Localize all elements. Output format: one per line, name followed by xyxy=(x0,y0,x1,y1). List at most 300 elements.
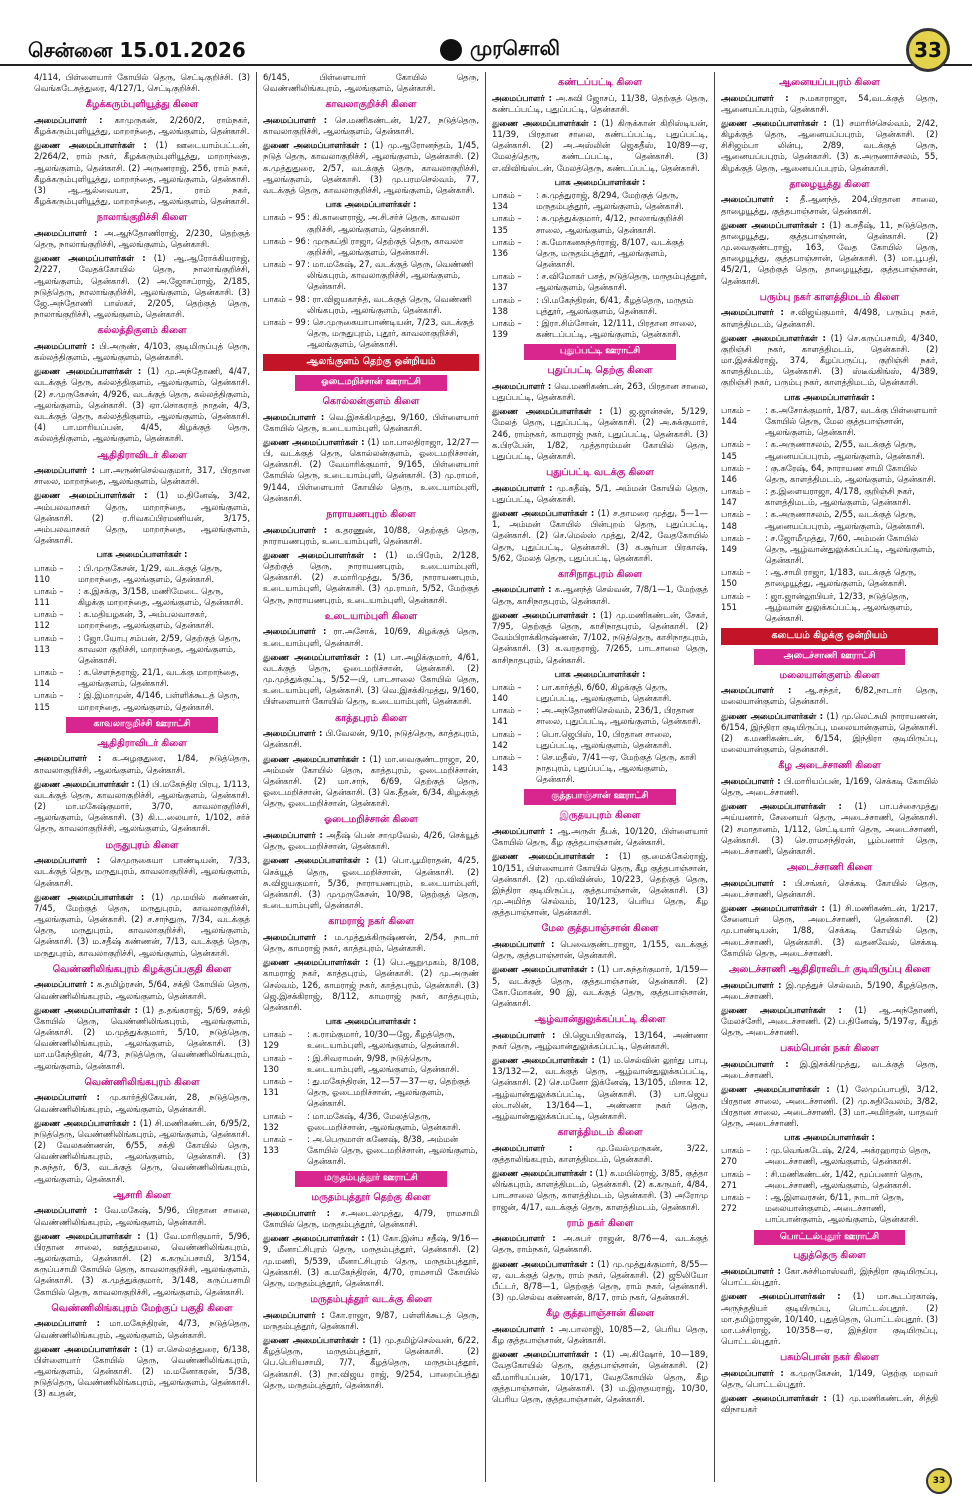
person-details: பி.மாரியப்பன், 1/169, செக்கடி கோயில் தெரு, அடைச்சாணி. xyxy=(721,775,938,798)
booth-row xyxy=(34,667,250,689)
office-bearer-entry xyxy=(492,584,708,606)
person-details: பா.அருண்செல்வகுமார், 317, பிரதான சாலை, மாறாந்தை, ஆலங்குளம், தென்காசி. xyxy=(34,465,250,487)
role-label: அமைப்பாளர் : xyxy=(721,92,789,103)
office-bearer-entry xyxy=(721,307,938,329)
role-label: துணை அமைப்பாளர்கள் : xyxy=(34,1117,137,1128)
role-label: துணை அமைப்பாளர்கள் : xyxy=(492,609,596,620)
branch-heading: ஓடைமறிச்சான் கிளை xyxy=(324,814,418,826)
person-details: (1) மா.கூடப்ரகாஷ், அருந்ததியர் குடியிருப்பு, பொட்டல்புதூர். (2) மா.தமிழ்ராஜன், 10/140, புதுத்தெரு, பொட்டல்புதூர். (3) மா.பச்சிராஜ், 10/358—ஏ, இந்திரா குடியிருப்பு, பொட்டல்புதூர். xyxy=(721,1291,938,1347)
booth-number: பாகம் – 99 xyxy=(263,316,306,327)
branch-heading: மருதுபுரம் கிளை xyxy=(105,839,179,851)
booth-number: பாகம் – 147 xyxy=(721,486,751,508)
booth-person: : முருகப்தி ராஜா, தெற்குத் தெரு, காவலா குறிச்சி, ஆலங்குளம், தென்காசி. xyxy=(307,235,464,257)
role-label: அமைப்பாளர் : xyxy=(721,307,784,318)
booth-row xyxy=(263,1076,479,1110)
role-label: துணை அமைப்பாளர்கள் : xyxy=(721,1004,842,1015)
branch-heading: ஆசாரி கிளை xyxy=(113,1189,171,1201)
office-bearer-entry xyxy=(34,1205,250,1227)
office-bearer-entry xyxy=(263,1310,479,1332)
person-details: பி.சங்கர், செக்கடி கோயில் தெரு, அடைச்சாணி, தென்காசி. xyxy=(721,877,938,899)
person-details: (1) மா.பாலதிராஜா, 12/27—பி, வடக்குத் தெரு, கொல்லன்குளம், ஓடைமறிச்சான், தென்காசி. (2) வேமாரிக்குமார், 9/165, பிள்ளையார் கோயில் தெரு, உடையாம்புளி, தென்காசி. (3) மு.ராமர், 9/144, பிள்ளையார் கோயில் தெரு, உடையாம்புளி, தென்காசி. xyxy=(263,436,480,503)
office-bearer-entry xyxy=(34,753,250,775)
role-label: துணை அமைப்பாளர்கள் : xyxy=(492,117,597,128)
booth-section-title: பாக அமைப்பாளர்கள் : xyxy=(554,176,646,187)
person-details: ம.முத்துக்கிருஷ்ணன், 2/54, நாடார் தெரு, காமராஜ் நகர், காத்தபுரம், தென்காசி. xyxy=(263,931,479,954)
role-label: அமைப்பாளர் : xyxy=(721,775,781,786)
branch-heading: வெண்ணிலிங்கபுரம் மேற்குப் பகுதி கிளை xyxy=(51,1302,233,1314)
person-details: க.அழகுதுரை, 1/84, நடுத்தெரு, காவலாகுறிச்சி, ஆலங்குளம், தென்காசி. xyxy=(34,753,250,775)
booth-row xyxy=(34,690,250,712)
office-bearer-entry xyxy=(492,381,708,403)
role-label: அமைப்பாளர் : xyxy=(492,1233,556,1244)
office-bearer-entry xyxy=(263,626,479,648)
office-bearer-entry xyxy=(34,253,250,320)
office-bearer-entry xyxy=(721,1368,938,1390)
person-details: கோ.ராஜா, 9/87, பள்ளிக்கூடத் தெரு, மருதம்புத்தூர், தென்காசி. xyxy=(263,1309,479,1331)
office-bearer-entry xyxy=(263,550,479,606)
role-label: துணை அமைப்பாளர்கள் : xyxy=(34,366,142,377)
person-details: காமுருகன், 2/260/2, ராம்நகர், கீழக்கரும்புளியூத்து, மாறாந்தை, ஆலங்குளம், தென்காசி. xyxy=(34,114,250,137)
panchayat-banner: காவலாகுறிச்சி ஊராட்சி xyxy=(66,717,217,733)
person-details: (1) சி.மணிகண்டன், 1/217, சேனையர் தெரு, அடைச்சாணி, தென்காசி. (2) மு.பாண்டியன், 1/88, செக்கடி கோயில் தெரு, அடைச்சாணி, தென்காசி. (3) வதனவேல், செக்கடி கோயில் தெரு, அடைச்சாணி. xyxy=(721,903,938,958)
role-label: அமைப்பாளர் : xyxy=(34,855,101,866)
role-label: துணை அமைப்பாளர்கள் : xyxy=(721,117,827,128)
booth-row xyxy=(721,533,938,567)
branch-heading: ஆதிதிராவிடர் கிளை xyxy=(97,737,187,749)
person-details: செமுருகையா பாண்டியன், 7/33, வடக்குத் தெரு, மருதுபுரம், காவலாகுறிச்சி, ஆலங்குளம், தென்காசி. xyxy=(34,855,250,888)
masthead xyxy=(0,0,972,66)
booth-person: : க.அருணாசலம், 2/55, வடக்குத் தெரு, ஆனையப்பபுரம், ஆலங்குளம், தென்காசி. xyxy=(765,509,925,531)
booth-person: : இரா.சிம்சோன், 12/111, பிரதான சாலை, கண்டப்பட்டி, ஆலங்குளம், தென்காசி. xyxy=(536,317,697,340)
branch-heading: ராம் நகர் கிளை xyxy=(566,1217,634,1229)
booth-number: பாகம் – 137 xyxy=(492,271,522,293)
booth-person: : து.மகேந்திரன், 12—57—37—ஏ, தெற்குத் தெரு, ஓடைமறிச்சான், ஆலங்குளம், தென்காசி. xyxy=(307,1076,470,1109)
booth-row xyxy=(263,236,479,258)
person-details: (1) பா.அழிக்குமார், 4/61, வடக்குத் தெரு, ஓடைமறிச்சான், தென்காசி. (2) மு.முத்துக்குட்டி, 5/52—பி, பாடசாலை கோயில் தெரு, உடையாம்புளி, தென்காசி. (3) வெ.இசக்கிமுத்து, 9/160, பிள்ளையார் கோயில் தெரு, உடையாம்புளி, தென்காசி. xyxy=(263,651,480,707)
person-details: (1) ம.பிரேம், 2/128, தெற்குத் தெரு, நாராயணபுரம், உடையாம்புளி, தென்காசி. (2) ச.மாரிமுத்து, 5/36, நாராயணபுரம், உடையாம்புளி, தென்காசி. (3) மு.ராமர், 5/52, மேற்குத் தெரு, நாராயணபுரம், உடையாம்புளி, தென்காசி. xyxy=(263,549,480,605)
role-label: அமைப்பாளர் : xyxy=(721,1266,781,1277)
office-bearer-entry xyxy=(492,1055,708,1122)
booth-person: : பா.கார்த்தி, 6/60, கிழக்குத் தெரு, புதுப்பட்டி, ஆலங்குளம், தென்காசி. xyxy=(536,681,672,704)
city-date: சென்னை 15.01.2026 xyxy=(28,38,246,62)
office-bearer-entry xyxy=(34,1318,250,1340)
booth-row xyxy=(263,317,479,351)
person-details: (1) வே.மாரிகுமார், 5/96, பிரதான சாலை, ஊத்துமலை, வெண்ணிலிங்கபுரம், ஆலங்குளம், தென்காசி. (2) க.கருப்பசாமி, 3/154, கருப்பசாமி கோயில் தெரு, காவலாகுறிச்சி, ஆலங்குளம், தென்காசி. (3) க.முத்துக்குமார், 3/148, கருப்பசாமி கோயில் தெரு, காவலாகுறிச்சி, ஆலங்குளம், தென்காசி. xyxy=(34,1230,251,1297)
office-bearer-entry xyxy=(492,93,708,115)
office-bearer-entry xyxy=(721,776,938,798)
booth-number: பாகம் – 111 xyxy=(34,585,64,608)
role-label: துணை அமைப்பாளர்கள் : xyxy=(263,855,370,866)
role-label: அமைப்பாளர் : xyxy=(492,1029,556,1040)
role-label: அமைப்பாளர் : xyxy=(492,380,552,391)
booth-number: பாகம் – 136 xyxy=(492,236,522,258)
booth-row xyxy=(492,729,708,751)
person-details: செ.மணிகண்டன், 1/27, நடுத்தெரு, காவலாகுறிச்சி, ஆலங்குளம், தென்காசி. xyxy=(263,114,479,137)
booth-row xyxy=(34,586,250,608)
role-label: துணை அமைப்பாளர்கள் : xyxy=(721,1084,830,1095)
page-number-badge: 33 xyxy=(906,28,950,72)
office-bearer-entry xyxy=(34,892,250,959)
booth-number: பாகம் – 148 xyxy=(721,509,751,531)
office-bearer-entry xyxy=(492,939,708,961)
booth-row xyxy=(34,609,250,631)
booth-row xyxy=(721,509,938,531)
office-bearer-entry xyxy=(34,228,250,250)
role-label: துணை அமைப்பாளர்கள் : xyxy=(721,1291,841,1302)
booth-person: : ஜா.ஜான்லூபியர், 12/33, நடுத்தெரு, ஆழ்வான் துலுக்கப்பட்டி, ஆலங்குளம், தென்காசி. xyxy=(765,590,913,623)
footer-page-number: 33 xyxy=(926,1468,952,1494)
booth-person: : செ.மதீஸ், 7/41—ஏ, மேற்குத் தெரு, காசி நாதபுரம், புதுப்பட்டி, ஆலங்குளம், தென்காசி. xyxy=(536,751,697,785)
union-banner: கடையம் கிழக்கு ஒன்றியம் xyxy=(721,628,938,645)
booth-person: : க.மதியழகன், 3, அம்பலவாசகர், மாறாந்தை, ஆலங்குளம், தென்காசி. xyxy=(78,609,215,631)
branch-heading: கீழ குத்தபாஞ்சான் கிளை xyxy=(545,1308,655,1320)
booth-person: : அ.அந்தோணிசெல்வம், 236/1, பிரதான சாலை, புதுப்பட்டி, ஆலங்குளம், தென்காசி. xyxy=(536,705,701,727)
booth-row xyxy=(721,1145,938,1167)
office-bearer-entry xyxy=(34,140,250,207)
role-label: துணை அமைப்பாளர்கள் : xyxy=(34,891,145,902)
branch-heading: பசும்பொன் நகர் கிளை xyxy=(780,1043,879,1055)
office-bearer-entry xyxy=(721,1266,938,1288)
booth-row xyxy=(263,1134,479,1168)
panchayat-banner: அடைச்சாணி ஊராட்சி xyxy=(754,649,906,665)
person-details: (1) மு.அந்தோணி, 4/47, வடக்குத் தெரு, கல்லத்திகுளம், ஆலங்குளம், தென்காசி. (2) ச.முருகேசன், 4/926, வடக்குத் தெரு, கல்லத்திகுளம், ஆலங்குளம், தென்காசி. (3) ஏா.சொகராத் நாதன், 4/3, வடக்குத் தெரு, கல்லத்திகுளம், ஆலங்குளம், தென்காசி. (4) பா.மாரியப்பன், 4/45, கிழக்குத் தெரு, கல்லத்திகுளம், ஆலங்குளம், தென்காசி. xyxy=(34,366,250,444)
booth-person: : பி.முருகேசன், 1/29, வடக்குத் தெரு, மாறாந்தை, ஆலங்குளம், தென்காசி. xyxy=(78,562,223,584)
role-label: துணை அமைப்பாளர்கள் : xyxy=(263,651,369,662)
office-bearer-entry xyxy=(492,483,708,505)
booth-number: பாகம் – 142 xyxy=(492,728,522,750)
booth-number: பாகம் – 138 xyxy=(492,294,522,316)
booth-person: : மா.மகேஷ், 27, வடக்குத் தெரு, வெண்ணி லிங்கபுரம், காவலாகுறிச்சி, ஆலங்குளம், தென்காசி. xyxy=(307,259,474,292)
booth-row xyxy=(492,237,708,271)
role-label: அமைப்பாளர் : xyxy=(492,1142,573,1153)
office-bearer-entry xyxy=(34,1005,250,1072)
office-bearer-entry xyxy=(721,93,938,115)
role-label: அமைப்பாளர் : xyxy=(492,939,555,949)
booth-person: : க.செளந்தராஜ், 21/1, வடக்கு மாறாந்தை, ஆலங்குளம், தென்காசி. xyxy=(78,667,239,689)
booth-person: : அ.பெருமாள் கணேஷ், 8/38, அம்மன் கோயில் தெரு, ஓடைமறிச்சான், ஆலங்குளம், தென்காசி. xyxy=(307,1133,478,1167)
booth-number: பாகம் – 110 xyxy=(34,562,64,584)
office-bearer-entry xyxy=(492,1259,708,1304)
office-bearer-entry xyxy=(721,333,938,389)
role-label: துணை அமைப்பாளர்கள் : xyxy=(34,490,148,501)
booth-number: பாகம் – 130 xyxy=(263,1052,293,1074)
person-details: ச.அடைலமுத்து, 4/79, ராமசாமி கோயில் தெரு, மருதம்புத்தூர், தென்காசி. xyxy=(263,1207,480,1230)
booth-person: : பி.மகேந்திரன், 6/41, கீழத்தெரு, மருதம் புத்தூர், ஆலங்குளம், தென்காசி. xyxy=(536,294,694,316)
role-label: அமைப்பாளர் : xyxy=(721,685,792,696)
person-details: (1) பொ.பூமிராதன், 4/25, செக்யூத் தெரு, ஓடைமறிச்சான், தென்காசி. (2) சு.விஜயகுமார், 5/36, நாராயணபுரம், உடையாம்புளி, தென்காசி. (3) முமுருகேசன், 10/98, தெற்குத் தெரு, உடையாம்புளி, தென்காசி. xyxy=(263,855,480,911)
continued-text: 4/114, பிள்ளையார் கோயில் தெரு, செட்டிகுறிச்சி. (3) வெங்கடேசுத்துரை, 4/127/1, செட்டிகுறிச்சி. xyxy=(34,72,250,94)
booth-person: : மா.மகேஷ், 4/36, மேலத்தெரு, ஓடைமறிச்சான், ஆலங்குளம், தென்காசி. xyxy=(307,1110,461,1132)
role-label: துணை அமைப்பாளர்கள் : xyxy=(263,140,368,151)
person-details: (1) மு.மயில் கண்ணன், 7/45, மேற்குத் தெரு, மருதுபுரம், காவலாகுறிச்சி, ஆலங்குளம், தென்காசி. (2) ச.சாந்துரு, 7/34, வடக்குத் தெரு, மருதுபுரம், காவலாகுறிச்சி, ஆலங்குளம், தென்காசி. (3) ம.சதீஷ் கண்ணன், 7/13, வடக்குத் தெரு, மருதுபுரம், காவலாகுறிச்சி, ஆலங்குளம், தென்காசி. xyxy=(34,891,250,958)
role-label: துணை அமைப்பாளர்கள் : xyxy=(492,851,609,862)
role-label: துணை அமைப்பாளர்கள் : xyxy=(492,1055,595,1065)
role-label: துணை அமைப்பாளர்கள் : xyxy=(263,1335,366,1346)
booth-row xyxy=(492,295,708,317)
office-bearer-entry xyxy=(721,878,938,900)
booth-person: : க.மோகனசுந்தர்ராஜ், 8/107, வடக்குத் தெரு, மருதம்புத்தூர், ஆலங்குளம், தென்காசி. xyxy=(536,236,685,270)
role-label: துணை அமைப்பாளர்கள் : xyxy=(263,1233,365,1244)
booth-number: பாகம் – 134 xyxy=(492,190,522,212)
branch-heading: மேல குத்தபாஞ்சான் கிளை xyxy=(541,923,659,935)
person-details: (1) க.மயில்ராஜ், 3/85, குத்தா லிங்கபுரம், காளத்திமடம், தென்காசி. (2) க.கருமர், 4/84, பாடசாலை தெரு, காளத்திமடம், தென்காசி. (3) அரோமு ராஜன், 4/17, வடக்குத் தெரு, காளத்திமடம், தென்காசி. xyxy=(492,1168,709,1212)
person-details: (1) கிருக்கான் கிறிஸ்டியன், 11/39, பிரதான சாலை, கண்டப்பட்டி, புதுப்பட்டி, தென்காசி. (2) அ.அஸ்லின் ஜெகதீஸ், 10/89—ஏ, மேலத்தெரு, கண்டப்பட்டி, தென்காசி. (3) எ.விவிங்ஸ்டன், மேலத்தெரு, கண்டப்பட்டி, தென்காசி. xyxy=(492,117,708,173)
person-details: அதீஷ் பென் சாமுவேல், 4/26, செக்யூத் தெரு, ஓடைமறிச்சான், தென்காசி. xyxy=(263,830,479,852)
role-label: துணை அமைப்பாளர்கள் : xyxy=(492,1258,595,1269)
branch-heading: கண்டப்பட்டி கிளை xyxy=(558,77,642,88)
person-details: தீ.ஆனந்த், 204,பிரதான சாலை, தாழையூத்து, குத்தபாஞ்சான், தென்காசி. xyxy=(721,194,939,216)
booth-section-title: பாக அமைப்பாளர்கள் : xyxy=(554,668,646,679)
office-bearer-entry xyxy=(492,1168,708,1213)
booth-number: பாகம் – 272 xyxy=(721,1192,751,1214)
person-details: க.முருகேசன், 1/149, தெற்கு மறவர் தெரு, பொட்டல்புதூர். xyxy=(721,1367,938,1390)
branch-heading: தாழையூத்து கிளை xyxy=(789,178,870,190)
office-bearer-entry xyxy=(721,194,938,216)
role-label: அமைப்பாளர் : xyxy=(263,524,328,535)
office-bearer-entry xyxy=(492,826,708,848)
office-bearer-entry xyxy=(34,115,250,137)
office-bearer-entry xyxy=(263,830,479,852)
booth-number: பாகம் – 145 xyxy=(721,439,751,461)
role-label: துணை அமைப்பாளர்கள் : xyxy=(34,253,146,264)
panchayat-banner: பொட்டல்புதூர் ஊராட்சி xyxy=(754,1230,906,1246)
role-label: துணை அமைப்பாளர்கள் : xyxy=(492,1168,593,1178)
office-bearer-entry xyxy=(263,1233,479,1289)
office-bearer-entry xyxy=(263,957,479,1013)
booth-person: : இ.சிவராமன், 9/98, நடுத்தெரு, உடையாம்புளி, ஆலங்குளம், தென்காசி. xyxy=(307,1052,460,1074)
booth-number: பாகம் – 150 xyxy=(721,567,751,589)
booth-person: : ச.விமோகர் பசத், நடுத்தெரு, மருதம்புத்தூர், ஆலங்குளம், தென்காசி. xyxy=(536,271,708,293)
office-bearer-entry xyxy=(263,412,479,434)
booth-section-title: பாக அமைப்பாளர்கள் : xyxy=(784,391,875,402)
office-bearer-entry xyxy=(721,1084,938,1129)
office-bearer-entry xyxy=(34,490,250,546)
panchayat-banner: ஓடைமறிச்சான் ஊராட்சி xyxy=(295,375,446,391)
person-details: (1) கு.மைக்கேல்ராஜ், 10/151, பிள்ளையார் கோயில் தெரு, கீழ குத்தபாஞ்சான், தென்காசி. (2) மு.விவின்ஸ், 10/223, தெற்குத் தெரு, இந்திரா குடியிருப்பு, குத்தபாஞ்சான், தென்காசி. (3) மு.அமிர்த செல்வம், 10/123, பெரிய தெரு, கீழ குத்தபாஞ்சான், தென்காசி. xyxy=(492,851,708,918)
office-bearer-entry xyxy=(263,932,479,954)
column-1 xyxy=(28,72,257,1482)
role-label: அமைப்பாளர் : xyxy=(492,826,554,836)
booth-person: : கி.காளைராஜ், அ.சி.சர்ச் தெரு, காவலா குறிச்சி, ஆலங்குளம், தென்காசி. xyxy=(307,212,460,234)
role-label: அமைப்பாளர் : xyxy=(34,227,98,238)
person-details: ரா.அசோக், 10/69, கிழக்குத் தெரு, உடையாம்புளி, தென்காசி. xyxy=(263,626,480,648)
office-bearer-entry xyxy=(721,1291,938,1347)
person-details: அ.பாலாஜி, 10/85—2, பெரிய தெரு, கீழ குத்தபாஞ்சான், தென்காசி. xyxy=(492,1323,708,1346)
role-label: அமைப்பாளர் : xyxy=(34,340,95,351)
booth-number: பாகம் – 271 xyxy=(721,1168,751,1190)
role-label: அமைப்பாளர் : xyxy=(263,931,328,942)
role-label: அமைப்பாளர் : xyxy=(263,114,328,125)
person-details: (1) ஆ.ஆரோக்கியராஜ், 2/227, வேதக்கோயில் தெரு, நாலாங்குறிச்சி, ஆலங்குளம், தென்காசி. (2) அ.ஜோசப்ராஜ், 2/185, நடுத்தெரு, நாலாங்குறிச்சி, ஆலங்குளம், தென்காசி. (3) ஜே.அந்தோணி பாஸ்கர், 2/205, தெற்குத் தெரு, நாலாங்குறிச்சி, ஆலங்குளம், தென்காசி. xyxy=(34,253,250,320)
role-label: அமைப்பாளர் : xyxy=(492,92,553,103)
booth-number: பாகம் – 115 xyxy=(34,690,64,712)
role-label: துணை அமைப்பாளர்கள் : xyxy=(721,801,842,812)
role-label: அமைப்பாளர் : xyxy=(492,1323,554,1334)
role-label: அமைப்பாளர் : xyxy=(721,194,789,205)
person-details: (1) மா.வைகுண்டராஜா, 20, அம்மன் கோயில் தெரு, காத்தபுரம், ஓடைமறிச்சான், தென்காசி. (2) மா.சாந், 6/69, தெற்குத் தெரு, ஓடைமறிச்சான், தென்காசி. (3) கெ.தீதன், 6/34, கிழக்குத் தெரு, ஓடைமறிச்சான், தென்காசி. xyxy=(263,753,479,809)
role-label: துணை அமைப்பாளர்கள் : xyxy=(492,1349,598,1360)
booth-number: பாகம் – 133 xyxy=(263,1133,293,1156)
role-label: துணை அமைப்பாளர்கள் : xyxy=(492,964,595,975)
office-bearer-entry xyxy=(34,465,250,487)
office-bearer-entry xyxy=(34,366,250,444)
role-label: அமைப்பாளர் : xyxy=(34,979,94,990)
office-bearer-entry xyxy=(721,1393,938,1415)
office-bearer-entry xyxy=(34,1118,250,1185)
booth-row xyxy=(721,567,938,589)
booth-number: பாகம் – 139 xyxy=(492,317,522,340)
newspaper-logo xyxy=(440,36,560,63)
person-details: பெவைகுண்டராஜா, 1/155, வடக்குத் தெரு, குத்தபாஞ்சான், தென்காசி. xyxy=(492,939,709,961)
booth-person: : ச.ஜோமீமுத்து, 7/60, அம்மன் கோயில் தெரு, ஆழ்வான்துலுக்கப்பட்டி, ஆலங்குளம், தென்காசி. xyxy=(765,532,935,566)
booth-row xyxy=(721,486,938,508)
booth-number: பாகம் – 95 xyxy=(263,212,306,223)
person-details: அ.சுவி ஜோசப், 11/38, தெற்குத் தெரு, கண்டப்பட்டி, புதுப்பட்டி, தென்காசி. xyxy=(492,92,708,114)
office-bearer-entry xyxy=(492,964,708,1009)
office-bearer-entry xyxy=(721,903,938,959)
booth-person: : க.அசோக்குமார், 1/87, வடக்கு பிள்ளையார் கோயில் தெரு, மேல குத்தபாஞ்சான், ஆலங்குளம், தென்காசி. xyxy=(765,404,938,438)
branch-heading: வெண்ணிலிங்கபுரம் கிளை xyxy=(84,1076,200,1088)
booth-person: : ஆ.இளவரசன், 6/11, நாடார் தெரு, மலையான்குளம், அடைச்சாணி, பாப்பான்குளம், ஆலங்குளம், தென்காசி. xyxy=(765,1192,919,1225)
office-bearer-entry xyxy=(492,118,708,174)
column-2 xyxy=(257,72,486,1482)
booth-number: பாகம் – 114 xyxy=(34,667,64,689)
role-label: அமைப்பாளர் : xyxy=(263,411,325,422)
role-label: துணை அமைப்பாளர்கள் : xyxy=(34,1230,141,1241)
office-bearer-entry xyxy=(34,341,250,363)
person-details: (1) ஜ.ஜான்சன், 5/129, மேலத் தெரு, புதுப்பட்டி, தென்காசி. (2) அ.சுக்குமார், 246, ராம்நகர், காமராஜ் நகர், புதுப்பட்டி, தென்காசி. (3) க.பிரபேன், 1/82, முத்தாரம்மன் கோயில் தெரு, புதுப்பட்டி, தென்காசி. xyxy=(492,406,708,461)
person-details: வெ.இசக்கிமுத்து, 9/160, பிள்ளையார் கோயில் தெரு, உடையாம்புளி, தென்காசி. xyxy=(263,411,479,433)
branch-heading: காளத்திமடம் கிளை xyxy=(557,1127,643,1139)
office-bearer-entry xyxy=(492,610,708,666)
branch-heading: மருதம்புத்தூர் தெற்கு கிளை xyxy=(311,1192,431,1204)
role-label: அமைப்பாளர் : xyxy=(263,728,323,739)
role-label: துணை அமைப்பாளர்கள் : xyxy=(34,140,147,151)
person-details: (1) மு.லெட்சுமி நாராயணன், 6/154, இந்திரா குடியிருப்பு, மலையான்குளம், தென்காசி. (2) க.மணிகண்டன், 6/154, இந்திரா குடியிருப்பு, மலையான்குளம், தென்காசி. xyxy=(721,710,938,755)
booth-row xyxy=(263,1053,479,1075)
office-bearer-entry xyxy=(721,711,938,756)
person-details: ஆ.சந்தர், 6/82,நாடார் தெரு, மலையான்குளம், தென்காசி. xyxy=(721,685,938,707)
booth-row xyxy=(263,212,479,234)
branch-heading: ஆதிதிராவிடர் கிளை xyxy=(97,449,187,461)
role-label: அமைப்பாளர் : xyxy=(34,753,102,764)
role-label: துணை அமைப்பாளர்கள் : xyxy=(263,436,365,447)
panchayat-banner: குத்தபாஞ்சான் ஊராட்சி xyxy=(524,789,675,805)
booth-person: : க.அருணாசலம், 2/55, வடக்குத் தெரு, ஆனையப்பபுரம், ஆலங்குளம், தென்காசி. xyxy=(765,439,925,461)
booth-row xyxy=(492,318,708,340)
role-label: துணை அமைப்பாளர்கள் : xyxy=(721,219,825,230)
branch-heading: காத்தபுரம் கிளை xyxy=(335,712,407,724)
booth-person: : சு.முத்துக்குமார், 4/12, நாலாங்குறிச்சி சாலை, ஆலங்குளம், தென்காசி. xyxy=(536,213,684,235)
person-details: இ.முத்துச் செல்வம், 5/190, கீழத்தெரு, அடைச்சாணி. xyxy=(721,979,938,1001)
person-details: மு.வேல்முருகன், 3/22, குத்தாலிங்கபுரம், காளத்திமடம், தென்காசி. xyxy=(492,1142,708,1164)
person-details: பி.ஜெயபிரகாஷ், 13/164, அண்ணா நகர் தெரு, ஆழ்வான்துலுக்கப்பட்டி, தென்காசி. xyxy=(492,1029,708,1051)
role-label: துணை அமைப்பாளர்கள் : xyxy=(721,332,826,343)
booth-person: : இ.இமாமுன், 4/146, பள்ளிக்கூடத் தெரு, மாறாந்தை, ஆலங்குளம், தென்காசி. xyxy=(78,690,240,712)
office-bearer-entry xyxy=(263,115,479,137)
person-details: (1) மு.முத்துக்குமார், 8/55—ஏ, வடக்குத் தெரு, ராம் நகர், தென்காசி. (2) ஜூலியோ பீட்டர், 8/78—1, தெற்குத் தெரு, ராம் நகர், தென்காசி. (3) மு.செல்வ கண்ணன், 8/17, ராம் நகர், தென்காசி. xyxy=(492,1258,708,1303)
role-label: அமைப்பாளர் : xyxy=(263,1309,325,1320)
branch-heading: இருதயபுரம் கிளை xyxy=(559,810,641,822)
office-bearer-entry xyxy=(263,140,479,196)
booth-row xyxy=(263,1029,479,1051)
branch-heading: பரும்பு நகர் காளத்திமடம் கிளை xyxy=(759,291,900,303)
person-details: (1) மு.மணிகண்டன், சேகர், 7/95, தெற்குத் தெரு, காசிநாதபுரம், தென்காசி. (2) வேம்பிராக்கிருஷ்ணன், 7/102, நடுத்தெரு, காசிநாதபுரம், தென்காசி. (3) க.வரதராஜ், 7/265, பாடசாலை தெரு, காசிநாதபுரம், தென்காசி. xyxy=(492,609,708,665)
person-details: (1) க.சதீஷ், 11, நடுத்தெரு, தாழையூத்து, குத்தபாஞ்சான், தென்காசி. (2) மு.வைகுண்டராஜ், 163, வேத கோயில் தெரு, தாழையூத்து, குத்தபாஞ்சான், தென்காசி. (3) மா.பூபதி, 45/2/1, தெற்குத் தெரு, தாழையூத்து, குத்தபாஞ்சான், தென்காசி. xyxy=(721,219,938,286)
booth-row xyxy=(721,591,938,625)
office-bearer-entry xyxy=(492,851,708,918)
booth-section-title: பாக அமைப்பாளர்கள் : xyxy=(325,199,417,210)
branch-heading: ஆழ்வான்துலுக்கப்பட்டி கிளை xyxy=(534,1014,666,1026)
person-details: (1) செ.கருப்பசாமி, 4/340, குறிஞ்சி நகர், காளத்திமடம், தென்காசி. (2) மா.இசக்கிராஜ், 374, கீழப்பருப்பு, குறிஞ்சி நகர், காளத்திமடம், தென்காசி. (3) ஸ்டீவ்கிங்ஸ், 4/389, குறிஞ்சி நகர், பரும்பு நகர், காளத்திமடம், தென்காசி. xyxy=(721,332,938,388)
branch-heading: புதுத்தெரு கிளை xyxy=(793,1250,866,1262)
office-bearer-entry xyxy=(492,406,708,462)
booth-person: : சு.முத்துராஜ், 8/294, மேற்குத் தெரு, மருதம்புத்தூர், ஆலங்குளம், தென்காசி. xyxy=(536,190,684,212)
column-4 xyxy=(715,72,944,1482)
branch-heading: காசிநாதபுரம் கிளை xyxy=(557,568,642,580)
booth-row xyxy=(492,213,708,235)
booth-person: : மு.வெங்கடேஷ், 2/24, அக்ரஹாரம் தெரு, அடைச்சாணி, ஆலங்குளம், தென்காசி. xyxy=(765,1145,931,1167)
person-details: அ.சுபர் ராஜன், 8/76—4, வடக்குத் தெரு, ராம்நகர், தென்காசி. xyxy=(492,1233,708,1255)
role-label: துணை அமைப்பாளர்கள் : xyxy=(721,1393,827,1404)
person-details: (1) பா.சுந்தர்குமார், 1/159—5, வடக்குத் தெரு, குத்தபாஞ்சான், தென்காசி. (2) கோ.மோகன், 90 இ, வடக்குத் தெரு, குத்தபாஞ்சான், தென்காசி. xyxy=(492,964,709,1008)
person-details: (1) பா.பச்சைமுத்து அய்யனார், சேனையர் தெரு, அடைச்சாணி, தென்காசி. (2) சமாதானம், 1/112, செட்டியார் தெரு, அடைச்சாணி, தென்காசி. (3) செ.ராமசந்திரன், பூம்பனார் தெரு, அடைச்சாணி, தென்காசி. xyxy=(721,801,938,856)
person-details: க.ஆனந்த் செல்வன், 7/8/1—1, மேற்குத் தெரு, காசிநாதபுரம், தென்காசி. xyxy=(492,584,708,606)
person-details: (1) ஊடையாம்பட்டன், 2/264/2, ராம் நகர், கீழக்கரும்புளியூத்து, மாறாந்தை, ஆலங்குளம், தென்காசி. (2) அருணராஜ், 256, ராம் நகர், கீழக்கரும்புளியூத்து, மாறாந்தை, ஆலங்குளம், தென்காசி. (3) ஆ.ஆல்வையா, 25/1, ராம் நகர், கீழக்கரும்புளியூத்து, மாறாந்தை, ஆலங்குளம், தென்காசி. xyxy=(34,140,250,207)
person-details: (1) மு.ஆரோனந்தம், 1/45, நடுத் தெரு, காவலாகுறிச்சி, ஆலங்குளம், தென்காசி. (2) க.முத்துதுரை, 2/57, வடக்குத் தெரு, காவலாகுறிச்சி, ஆலங்குளம், தென்காசி. (3) மு.பரமசெல்வம், 77, வடக்குத் தெரு, காவலாகுறிச்சி, ஆலங்குளம், தென்காசி. xyxy=(263,140,479,195)
role-label: துணை அமைப்பாளர்கள் : xyxy=(263,957,369,968)
booth-person: : ஆ.சாமி ராஜா, 1/183, வடக்குத் தெரு, தாழையூத்து, ஆலங்குளம், தென்காசி. xyxy=(765,567,917,589)
branch-heading: கீழ அடைச்சாணி கிளை xyxy=(778,760,881,772)
office-bearer-entry xyxy=(263,525,479,547)
person-details: இ.இசக்கிமுத்து, வடக்குத் தெரு, அடைச்சாணி. xyxy=(721,1059,938,1081)
role-label: அமைப்பாளர் : xyxy=(34,465,95,476)
office-bearer-entry xyxy=(34,1344,250,1400)
booth-number: பாகம் – 140 xyxy=(492,681,522,704)
person-details: (1) லேமுப்பாபதி, 3/12, பிரதான சாலை, அடைச்சாணி. (2) மு.சுதிவேலம், 3/82, பிரதான சாலை, அடைச்சாணி. (3) மா.அமிர்தன், யாதவர் தெரு, அடைச்சாணி. xyxy=(721,1084,938,1128)
newspaper-name: முரசொலி xyxy=(470,36,560,60)
role-label: அமைப்பாளர் : xyxy=(721,1367,784,1378)
booth-row xyxy=(34,563,250,585)
booth-number: பாகம் – 131 xyxy=(263,1076,293,1098)
booth-row xyxy=(721,1169,938,1191)
branch-heading: கீழக்கரும்புளியூத்து கிளை xyxy=(85,99,199,111)
branch-heading: அடைச்சாணி கிளை xyxy=(786,862,873,874)
person-details: மு.கார்த்திகேயன், 28, நடுத்தெரு, வெண்ணிலிங்கபுரம், ஆலங்குளம், தென்காசி. xyxy=(34,1092,250,1114)
person-details: (1) சி.மணிகண்டன், 6/95/2, நடுத்தெரு, வெண்ணிலிங்கபுரம், ஆலங்குளம், தென்காசி. (2) வேலகண்ணன், 6/55, சக்தி கோயில் தெரு, வெண்ணிலிங்கபுரம், ஆலங்குளம், தென்காசி. (3) ந.சுந்தர், 6/3, வடக்குத் தெரு, வெண்ணிலிங்கபுரம், ஆலங்குளம், தென்காசி. xyxy=(34,1117,250,1184)
booth-row xyxy=(721,463,938,485)
role-label: துணை அமைப்பாளர்கள் : xyxy=(263,753,366,764)
booth-person: : சி.மணிகண்டன், 1/42, மூப்பனார் தெரு, அடைச்சாணி, ஆலங்குளம், தென்காசி. xyxy=(765,1168,923,1190)
role-label: அமைப்பாளர் : xyxy=(34,1318,100,1329)
panchayat-banner: புதுப்பட்டி ஊராட்சி xyxy=(524,344,675,360)
role-label: அமைப்பாளர் : xyxy=(34,114,103,125)
person-details: (1) பி.மகேந்திர பிரபு, 1/113, வடக்குத் தெரு, காவலாகுறிச்சி, ஆலங்குளம், தென்காசி. (2) மா.மகேஷ்குமார், 3/70, காவலாகுறிச்சி, ஆலங்குளம், தென்காசி. (3) கி.ட.லையார், 1/102, சர்ச் தெரு, காவலாகுறிச்சி, ஆலங்குளம், தென்காசி. xyxy=(34,778,250,834)
booth-row xyxy=(34,633,250,667)
booth-row xyxy=(263,1111,479,1133)
office-bearer-entry xyxy=(263,728,479,750)
person-details: (1) எ.செல்லத்துரை, 6/138, பிள்ளையார் கோயில் தெரு, வெண்ணிலிங்கபுரம், ஆலங்குளம், தென்காசி. (2) ம.மனோகரன், 5/38, நடுத்தெரு, வெண்ணிலிங்கபுரம், ஆலங்குளம், தென்காசி. (3) கபதன், xyxy=(34,1343,250,1399)
column-3 xyxy=(486,72,715,1482)
booth-person: : த.இளையராஜா, 4/178, குறிஞ்சி நகர், காளத்திமடம், ஆலங்குளம், தென்காசி. xyxy=(765,486,915,508)
role-label: அமைப்பாளர் : xyxy=(492,584,552,595)
branch-heading: புதுப்பட்டி தெற்கு கிளை xyxy=(547,365,653,377)
role-label: துணை அமைப்பாளர்கள் : xyxy=(263,549,377,560)
branch-heading: கொல்லன்குளம் கிளை xyxy=(322,396,420,407)
office-bearer-entry xyxy=(721,801,938,857)
branch-heading: நாலாங்குறிச்சி கிளை xyxy=(96,212,188,224)
office-bearer-entry xyxy=(34,779,250,835)
